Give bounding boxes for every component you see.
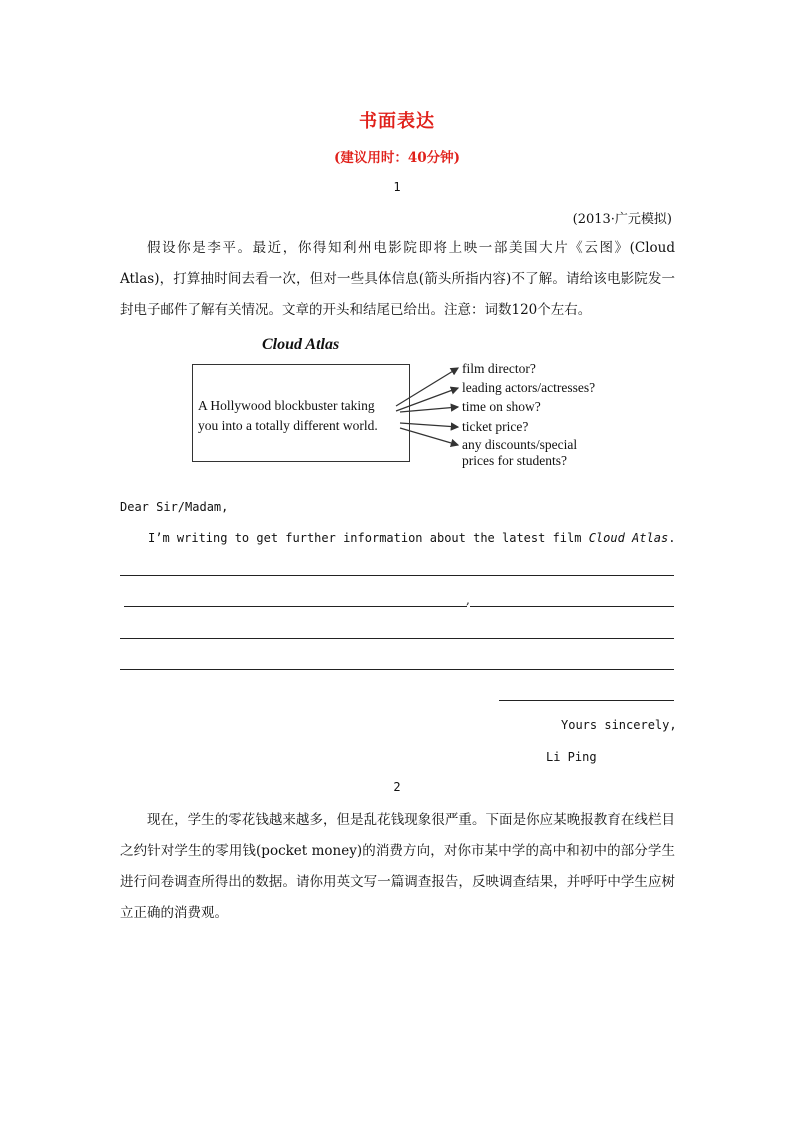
film-title: Cloud Atlas [588, 531, 669, 545]
figure-question-discounts: any discounts/special [462, 437, 578, 452]
figure-question-director: film director? [462, 361, 536, 376]
suggested-time: (建议用时：40分钟) [333, 150, 461, 166]
arrow-to-price [400, 423, 458, 427]
question-number-2: 2 [393, 780, 401, 794]
figure-box-line-2: you into a totally different world. [198, 418, 378, 433]
arrow-to-discounts [400, 428, 458, 445]
figure-box-line-1: A Hollywood blockbuster taking [198, 398, 375, 413]
figure-question-price: ticket price? [462, 419, 529, 434]
writing-line-2b[interactable] [470, 606, 674, 607]
figure-question-actors: leading actors/actresses? [462, 380, 596, 395]
arrow-to-director [396, 368, 458, 406]
writing-line-5[interactable] [499, 700, 674, 701]
arrow-to-time [400, 407, 458, 412]
page-title: 书面表达 [359, 111, 435, 132]
question-1-prompt: 假设你是李平。最近，你得知利州电影院即将上映一部美国大片《云图》(Cloud Atlas)，打算抽时间去看一次，但对一些具体信息(箭头所指内容)不了解。请给该电影院发一封电子邮件了解有关情况。文章的开头和结尾已给出。注意：词数120个左右。 [120, 240, 675, 318]
opening-period: . [668, 531, 676, 545]
opening-sentence [148, 531, 675, 545]
figure-title: Cloud Atlas [262, 336, 340, 353]
figure-question-student-prices: prices for students? [462, 453, 567, 468]
cloud-atlas-figure [192, 336, 622, 476]
question-source: (2013·广元模拟) [572, 212, 672, 227]
salutation: Dear Sir/Madam, [120, 500, 229, 514]
figure-question-time: time on show? [462, 399, 541, 414]
opening-text: I’m writing to get further information about the latest film [148, 531, 589, 545]
writing-line-3[interactable] [120, 638, 674, 639]
comma-mark: , [466, 593, 470, 607]
writing-line-2a[interactable] [124, 606, 467, 607]
question-number-1: 1 [393, 180, 401, 194]
writing-line-1[interactable] [120, 575, 674, 576]
question-2-prompt: 现在，学生的零花钱越来越多，但是乱花钱现象很严重。下面是你应某晚报教育在线栏目之约针对学生的零用钱(pocket money)的消费方向，对你市某中学的高中和初中的部分学生进行问卷调查所得出的数据。请你用英文写一篇调查报告，反映调查结果，并呼吁中学生应树立正确的消费观。 [120, 812, 675, 921]
signature: Li Ping [546, 750, 597, 764]
closing: Yours sincerely, [561, 718, 677, 732]
writing-line-4[interactable] [120, 669, 674, 670]
